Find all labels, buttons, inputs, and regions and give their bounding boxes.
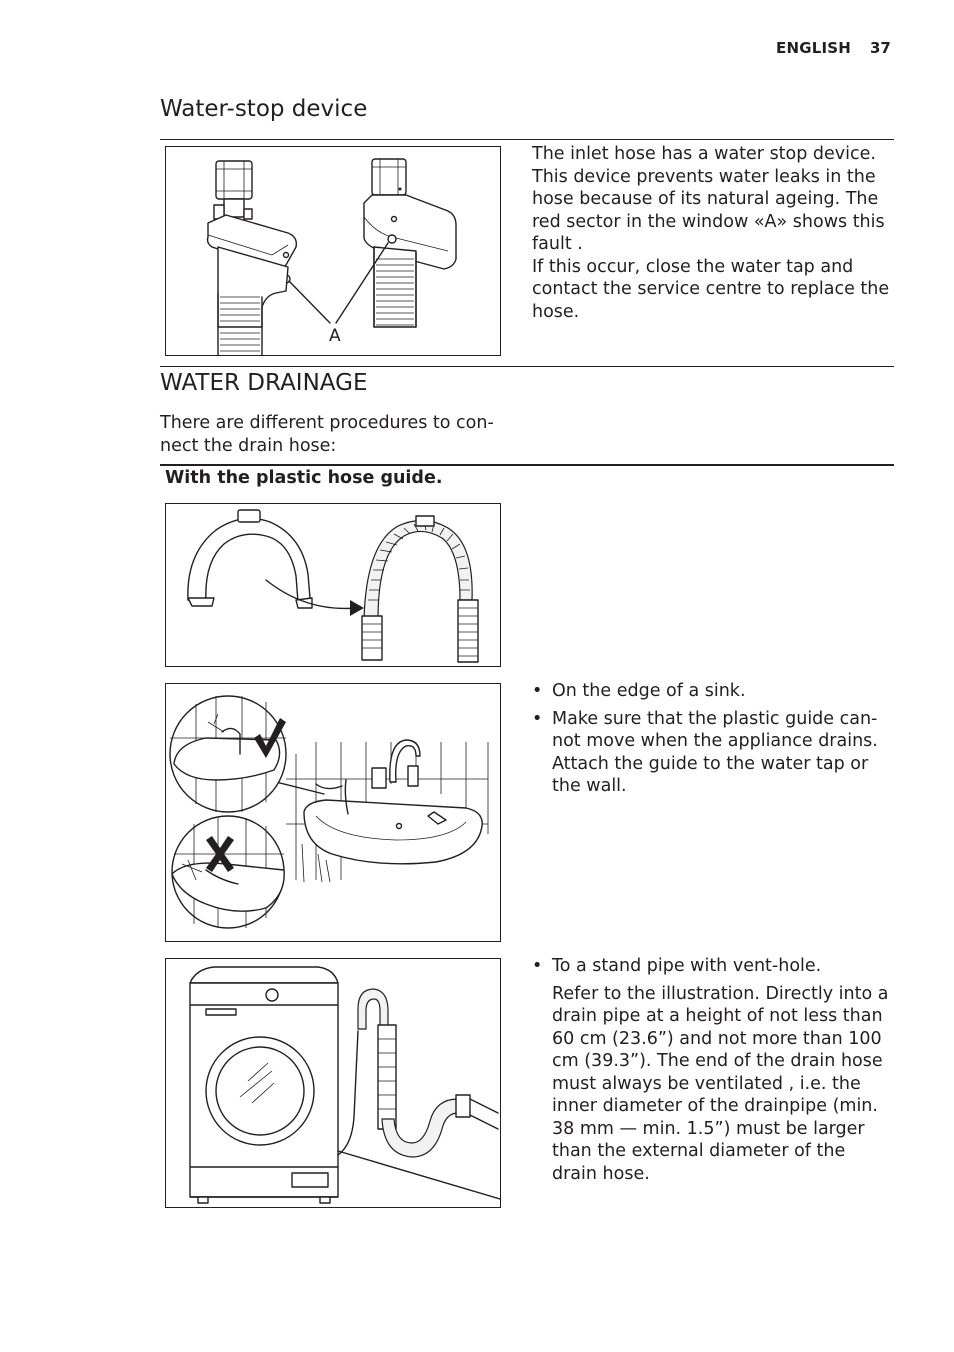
sink-bullet-2: • Make sure that the plastic guide can-not move when the appliance drains. Attach the guide to the water tap or the wall. <box>532 708 894 798</box>
sink-bullet-1: • On the edge of a sink. <box>532 680 894 703</box>
stand-pipe <box>338 1095 500 1199</box>
drain-hose-with-guide <box>362 516 478 662</box>
water-stop-paragraph-1: The inlet hose has a water stop device. This device prevents water leaks in the hose because of its natural ageing. The red sector in the window «A» shows this fault . <box>532 144 885 254</box>
correct-method-detail <box>170 696 286 812</box>
section-divider <box>160 139 894 140</box>
subsection-divider <box>160 464 894 466</box>
section-divider <box>160 366 894 367</box>
figure-label-a: A <box>329 326 341 346</box>
standpipe-description: Refer to the illustration. Directly into a drain pipe at a height of not less than 60 cm (23.6”) and not more than 100 cm (39.3”). The end of the drain hose must always be ventilated , i.e. the inner diameter of the drainpipe (min. 38 mm — min. 1.5”) must be larger than the external diameter of the drain hose. <box>552 983 889 1184</box>
direction-arrow <box>266 580 356 608</box>
water-stop-paragraph-2: If this occur, close the water tap and contact the service centre to replace the hose. <box>532 256 890 322</box>
standpipe-illustration <box>165 958 501 1208</box>
standpipe-instructions <box>532 955 894 1185</box>
language-label: ENGLISH <box>776 39 852 57</box>
sink-instructions <box>532 680 894 803</box>
water-stop-device-right <box>364 159 456 327</box>
sink-illustration <box>165 683 501 942</box>
incorrect-method-detail <box>172 816 284 928</box>
water-stop-illustration <box>165 146 501 356</box>
washing-machine <box>190 967 338 1203</box>
standpipe-bullet: • To a stand pipe with vent-hole. <box>532 955 894 978</box>
water-stop-description <box>532 143 894 323</box>
sink <box>252 740 482 882</box>
water-stop-device-left <box>208 161 297 355</box>
hose-guide-illustration <box>165 503 501 667</box>
water-drainage-title: WATER DRAINAGE <box>160 370 368 396</box>
page-number: 37 <box>870 39 891 57</box>
hose-guide-subheading: With the plastic hose guide. <box>165 468 443 488</box>
plastic-guide <box>188 510 312 608</box>
water-stop-title: Water-stop device <box>160 96 368 122</box>
drainage-intro: There are different procedures to con-nect the drain hose: <box>160 413 494 456</box>
pointer-line-left <box>289 281 330 323</box>
